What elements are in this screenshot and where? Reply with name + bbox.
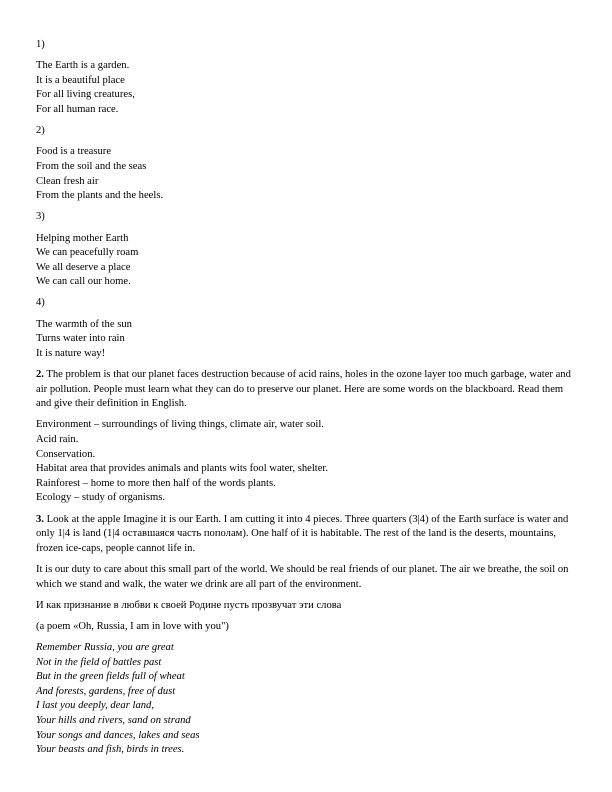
final-poem-line: But in the green fields full of wheat <box>36 671 185 683</box>
document-page <box>36 38 576 764</box>
poem-line: Helping mother Earth <box>36 232 129 244</box>
definition-item: Conservation. <box>36 448 96 460</box>
final-poem-line: Your songs and dances, lakes and seas <box>36 729 200 741</box>
final-poem-line: And forests, gardens, free of dust <box>36 685 176 697</box>
poem-line: Food is a treasure <box>36 146 112 158</box>
poem-stanza <box>36 59 576 117</box>
poem-line: Clean fresh air <box>36 175 99 187</box>
task-number: 2. <box>36 369 44 381</box>
definitions-list <box>36 418 576 506</box>
poem-line: The Earth is a garden. <box>36 60 130 72</box>
poem-stanza <box>36 318 576 362</box>
final-poem-line: Your beasts and fish, birds in trees. <box>36 744 185 756</box>
task-text: Look at the apple Imagine it is our Earth. I am cutting it into 4 pieces. Three quarters (3|4) of the Earth surface is water and only 1|4 is land (1|4 оставшаяся часть пополам). One half of it is habitable. The rest of the land is the deserts, mountains, frozen ice-caps, people cannot life in. <box>36 513 569 554</box>
task-text: The problem is that our planet faces destruction because of acid rains, holes in the ozone layer too much garbage, water and air pollution. People must learn what they can do to preserve our planet. Here are some words on the blackboard. Read them and give their definition in English. <box>36 369 571 410</box>
poem-line: We can peacefully roam <box>36 247 139 259</box>
final-poem-line: Your hills and rivers, sand on strand <box>36 715 191 727</box>
poem-number: 4) <box>36 297 45 309</box>
poem-line: From the soil and the seas <box>36 160 147 172</box>
poem-line: For all living creatures, <box>36 89 135 101</box>
definition-item: Habitat area that provides animals and plants wits fool water, shelter. <box>36 463 328 475</box>
poem-number: 3) <box>36 211 45 223</box>
poem-line: Turns water into rain <box>36 333 125 345</box>
poem-number: 2) <box>36 125 45 137</box>
final-poem-line: Not in the field of battles past <box>36 656 162 668</box>
task-2-paragraph <box>36 368 576 412</box>
poem-line: From the plants and the heels. <box>36 190 164 202</box>
definition-item: Rainforest – home to more then half of the words plants. <box>36 477 276 489</box>
poem-line: We all deserve a place <box>36 261 131 273</box>
poem-line: The warmth of the sun <box>36 318 132 330</box>
poem-stanza <box>36 145 576 203</box>
duty-paragraph: It is our duty to care about this small part of the world. We should be real friends of our planet. The air we breathe, the soil on which we stand and walk, the water we drink are all part of the environment. <box>36 563 569 590</box>
final-poem-line: Remember Russia, you are great <box>36 642 174 654</box>
final-poem <box>36 641 576 758</box>
definition-item: Acid rain. <box>36 434 79 445</box>
poem-stanza <box>36 232 576 290</box>
final-poem-line: I last you deeply, dear land, <box>36 700 154 712</box>
poem-intro: (a poem «Oh, Russia, I am in love with you") <box>36 620 229 632</box>
definition-item: Ecology – study of organisms. <box>36 492 165 504</box>
poem-line: For all human race. <box>36 103 119 115</box>
task-number: 3. <box>36 513 44 525</box>
task-3-paragraph <box>36 513 576 557</box>
poem-line: We can call our home. <box>36 276 131 288</box>
poem-number: 1) <box>36 39 45 50</box>
poem-line: It is a beautiful place <box>36 74 125 86</box>
poem-line: It is nature way! <box>36 347 106 359</box>
definition-item: Environment – surroundings of living things, climate air, water soil. <box>36 419 324 431</box>
russian-intro-line: И как признание в любви к своей Родине пусть прозвучат эти слова <box>36 599 342 611</box>
